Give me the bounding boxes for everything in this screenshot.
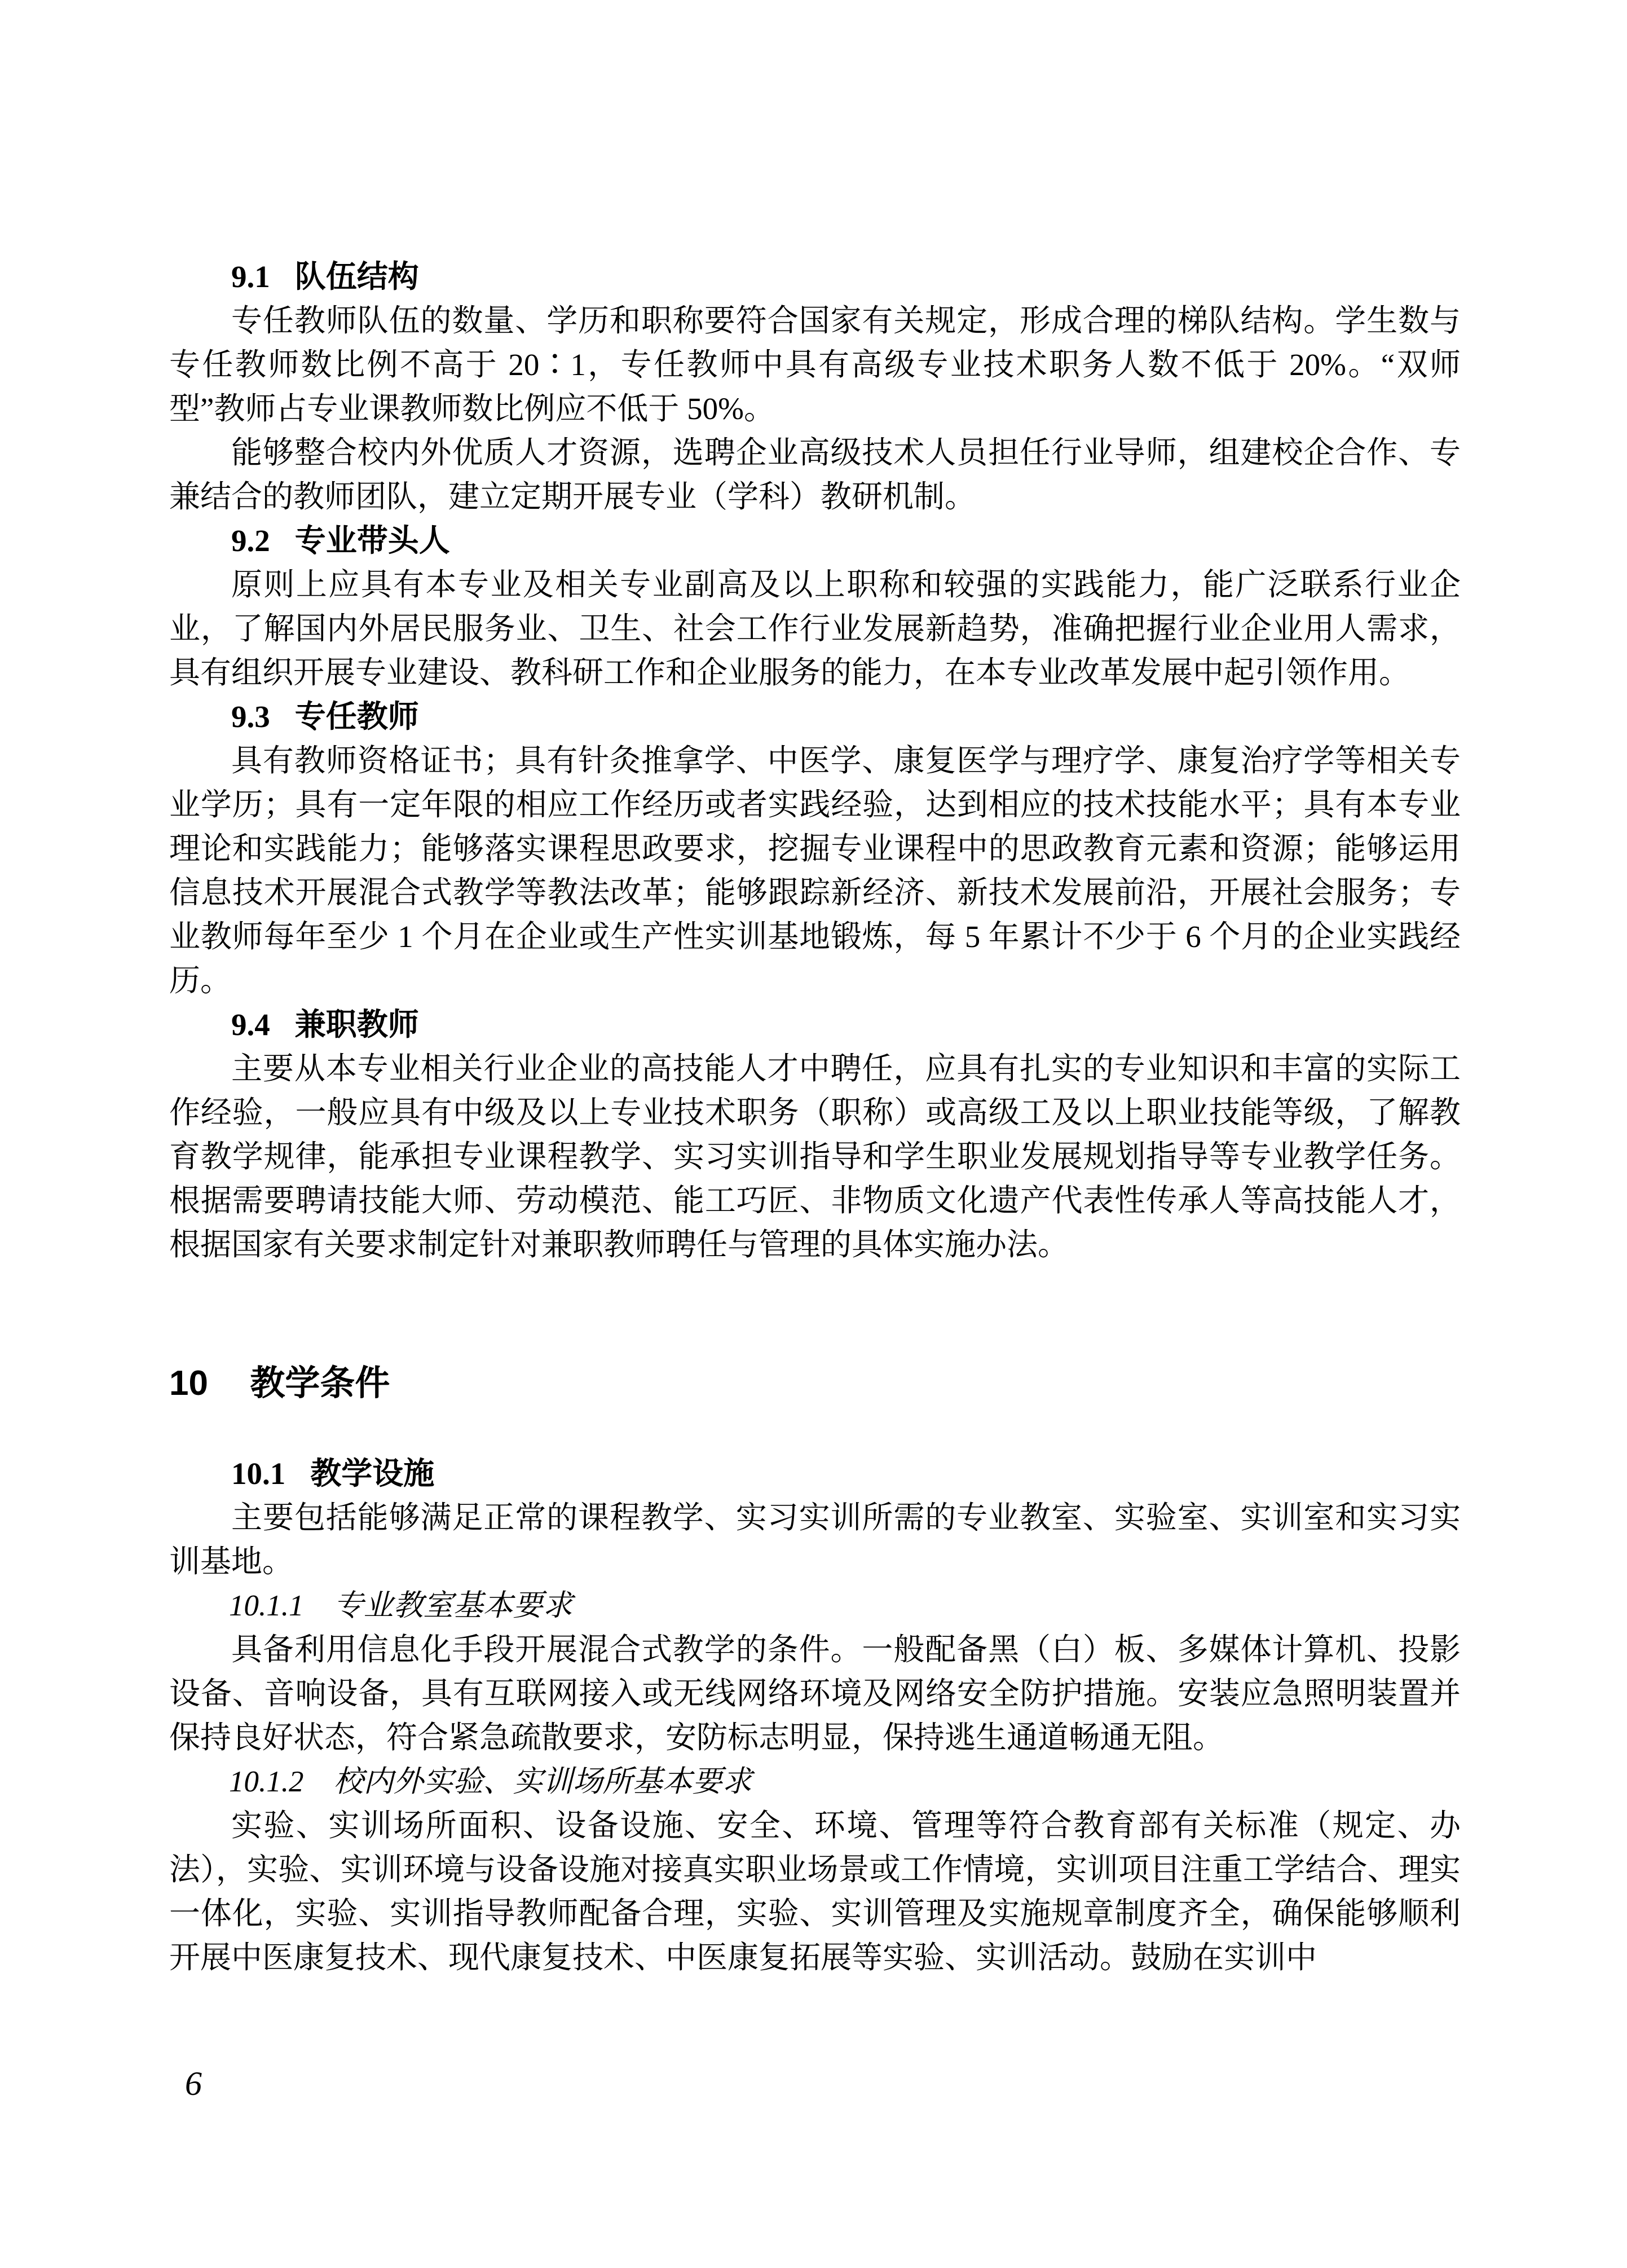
page-number: 6: [185, 2065, 202, 2102]
section-title-9-3: 专任教师: [294, 699, 419, 734]
section-heading-9-3: [169, 695, 1461, 739]
section-title-9-2: 专业带头人: [294, 523, 450, 558]
paragraph-9-3: 具有教师资格证书；具有针灸推拿学、中医学、康复医学与理疗学、康复治疗学等相关专业学历；具有一定年限的相应工作经历或者实践经验，达到相应的技术技能水平；具有本专业理论和实践能力；能够落实课程思政要求，挖掘专业课程中的思政教育元素和资源；能够运用信息技术开展混合式教学等教法改革；能够跟踪新经济、新技术发展前沿，开展社会服务；专业教师每年至少 1 个月在企业或生产性实训基地锻炼，每 5 年累计不少于 6 个月的企业实践经历。: [169, 743, 1461, 998]
paragraph-9-4: 主要从本专业相关行业企业的高技能人才中聘任，应具有扎实的专业知识和丰富的实际工作经验，一般应具有中级及以上专业技术职务（职称）或高级工及以上职业技能等级，了解教育教学规律，能承担专业课程教学、实习实训指导和学生职业发展规划指导等专业教学任务。根据需要聘请技能大师、劳动模范、能工巧匠、非物质文化遗产代表性传承人等高技能人才，根据国家有关要求制定针对兼职教师聘任与管理的具体实施办法。: [169, 1051, 1461, 1262]
section-title-10-1: 教学设施: [310, 1456, 435, 1491]
subsection-heading-10-1-1: [169, 1584, 1461, 1628]
section-title-9-4: 兼职教师: [294, 1007, 419, 1042]
subsection-title-10-1-1: 专业教室基本要求: [333, 1589, 573, 1622]
paragraph-9-1-b: 能够整合校内外优质人才资源，选聘企业高级技术人员担任行业导师，组建校企合作、专兼结合的教师团队，建立定期开展专业（学科）教研机制。: [169, 435, 1461, 514]
subsection-number-10-1-2: 10.1.2: [229, 1765, 304, 1798]
paragraph-10-1-2: 实验、实训场所面积、设备设施、安全、环境、管理等符合教育部有关标准（规定、办法），实验、实训环境与设备设施对接真实职业场景或工作情境，实训项目注重工学结合、理实一体化，实验、实训指导教师配备合理，实验、实训管理及实施规章制度齐全，确保能够顺利开展中医康复技术、现代康复技术、中医康复拓展等实验、实训活动。鼓励在实训中: [169, 1808, 1461, 1975]
section-number-9-2: 9.2: [231, 523, 270, 558]
subsection-heading-10-1-2: [169, 1760, 1461, 1804]
paragraph-9-2: 原则上应具有本专业及相关专业副高及以上职称和较强的实践能力，能广泛联系行业企业，了解国内外居民服务业、卫生、社会工作行业发展新趋势，准确把握行业企业用人需求，具有组织开展专业建设、教科研工作和企业服务的能力，在本专业改革发展中起引领作用。: [169, 567, 1461, 690]
section-heading-9-4: [169, 1003, 1461, 1047]
section-title-9-1: 队伍结构: [294, 259, 419, 294]
subsection-number-10-1-1: 10.1.1: [229, 1589, 304, 1622]
paragraph-10-1: 主要包括能够满足正常的课程教学、实习实训所需的专业教室、实验室、实训室和实习实训基地。: [169, 1500, 1461, 1579]
chapter-title-10: 教学条件: [250, 1364, 390, 1403]
paragraph-10-1-1: 具备利用信息化手段开展混合式教学的条件。一般配备黑（白）板、多媒体计算机、投影设备、音响设备，具有互联网接入或无线网络环境及网络安全防护措施。安装应急照明装置并保持良好状态，符合紧急疏散要求，安防标志明显，保持逃生通道畅通无阻。: [169, 1632, 1461, 1755]
chapter-heading-10: [169, 1362, 1461, 1406]
section-number-9-3: 9.3: [231, 699, 270, 734]
paragraph-9-1-a: 专任教师队伍的数量、学历和职称要符合国家有关规定，形成合理的梯队结构。学生数与专任教师数比例不高于 20∶1，专任教师中具有高级专业技术职务人数不低于 20%。“双师型”教师占专业课教师数比例应不低于 50%。: [169, 303, 1461, 426]
section-heading-9-2: [169, 519, 1461, 563]
chapter-number-10: 10: [169, 1364, 208, 1403]
section-heading-9-1: [169, 255, 1461, 299]
section-number-10-1: 10.1: [231, 1456, 286, 1491]
section-number-9-1: 9.1: [231, 259, 270, 294]
section-number-9-4: 9.4: [231, 1007, 270, 1042]
subsection-title-10-1-2: 校内外实验、实训场所基本要求: [333, 1765, 752, 1798]
section-heading-10-1: [169, 1452, 1461, 1496]
